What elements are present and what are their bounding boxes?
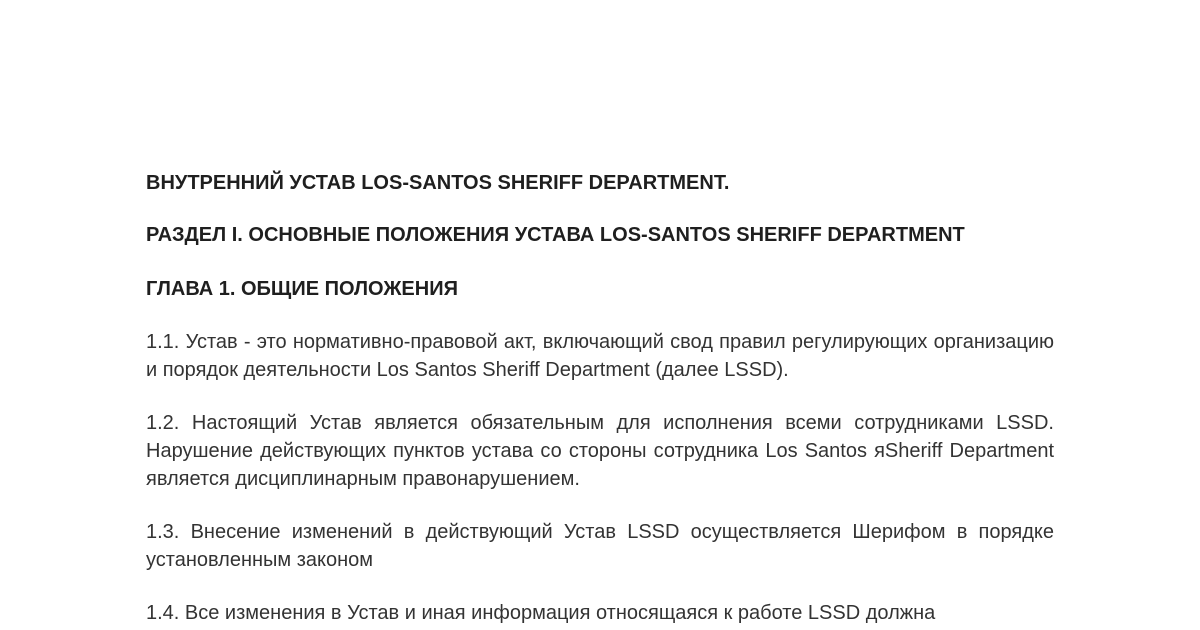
- chapter-heading: ГЛАВА 1. ОБЩИЕ ПОЛОЖЕНИЯ: [146, 278, 458, 300]
- paragraph-1-1: 1.1. Устав - это нормативно-правовой акт, включающий свод правил регулирующих организацию и порядок деятельности Los Santos Sheriff Department (далее LSSD).: [146, 331, 1054, 381]
- document-body: [146, 170, 1054, 630]
- document-title: ВНУТРЕННИЙ УСТАВ LOS-SANTOS SHERIFF DEPARTMENT.: [146, 172, 730, 194]
- paragraph-1-4: 1.4. Все изменения в Устав и иная информация относящаяся к работе LSSD должна: [146, 602, 936, 624]
- paragraph-1-2: 1.2. Настоящий Устав является обязательным для исполнения всеми сотрудниками LSSD. Нарушение действующих пунктов устава со стороны сотрудника Los Santos яSheriff Department является дисциплинарным правонарушением.: [146, 412, 1054, 490]
- paragraph-1-3: 1.3. Внесение изменений в действующий Устав LSSD осуществляется Шерифом в порядке установленным законом: [146, 521, 1054, 571]
- section-heading: РАЗДЕЛ I. ОСНОВНЫЕ ПОЛОЖЕНИЯ УСТАВА LOS-SANTOS SHERIFF DEPARTMENT: [146, 224, 965, 246]
